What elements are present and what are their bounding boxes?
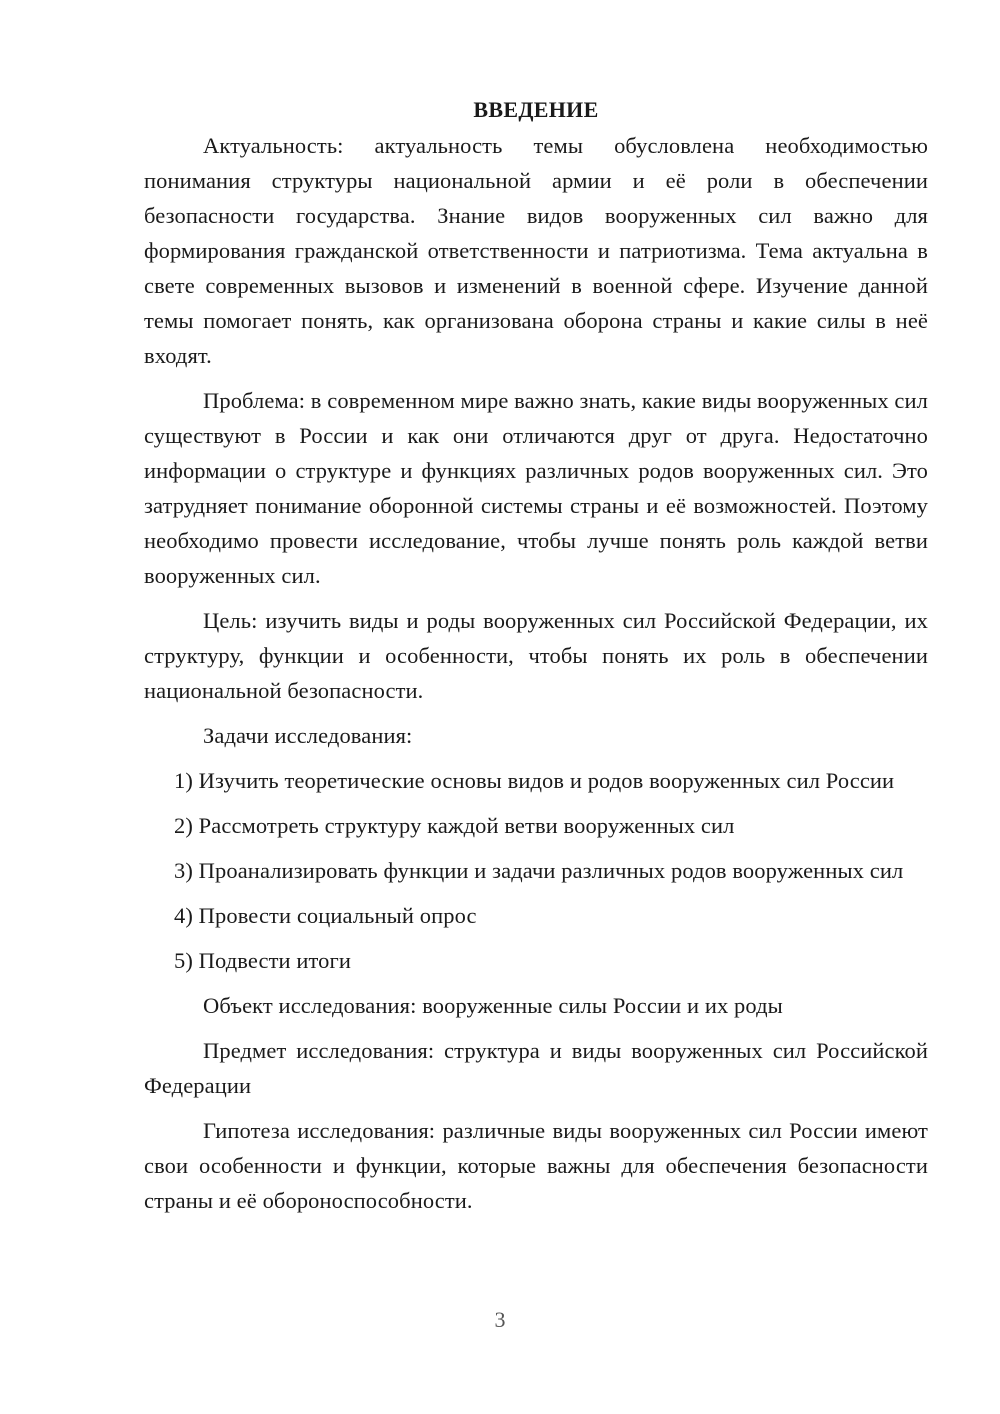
task-item-1: 1) Изучить теоретические основы видов и родов вооруженных сил России: [174, 768, 895, 793]
page-number: 3: [494, 1307, 506, 1332]
task-item-5: 5) Подвести итоги: [174, 948, 351, 973]
task-item-2: 2) Рассмотреть структуру каждой ветви вооруженных сил: [174, 813, 735, 838]
paragraph-relevance: Актуальность: актуальность темы обусловлена необходимостью понимания структуры национальной армии и её роли в обеспечении безопасности государства. Знание видов вооруженных сил важно для формирования гражданской ответственности и патриотизма. Тема актуальна в свете современных вызовов и изменений в военной сфере. Изучение данной темы помогает понять, как организована оборона страны и какие силы в неё входят.: [144, 133, 928, 368]
paragraph-object: Объект исследования: вооруженные силы России и их роды: [203, 993, 783, 1018]
paragraph-problem: Проблема: в современном мире важно знать, какие виды вооруженных сил существуют в России и как они отличаются друг от друга. Недостаточно информации о структуре и функциях различных родов вооруженных сил. Это затрудняет понимание оборонной системы страны и её возможностей. Поэтому необходимо провести исследование, чтобы лучше понять роль каждой ветви вооруженных сил.: [144, 388, 928, 588]
document-page: [144, 92, 928, 1218]
paragraph-goal: Цель: изучить виды и роды вооруженных сил Российской Федерации, их структуру, функции и особенности, чтобы понять их роль в обеспечении национальной безопасности.: [144, 608, 928, 703]
section-title: ВВЕДЕНИЕ: [473, 97, 599, 122]
tasks-heading: Задачи исследования:: [203, 723, 413, 748]
task-item-4: 4) Провести социальный опрос: [174, 903, 477, 928]
paragraph-subject: Предмет исследования: структура и виды вооруженных сил Российской Федерации: [144, 1038, 928, 1098]
paragraph-hypothesis: Гипотеза исследования: различные виды вооруженных сил России имеют свои особенности и функции, которые важны для обеспечения безопасности страны и её обороноспособности.: [144, 1118, 928, 1213]
task-item-3: 3) Проанализировать функции и задачи различных родов вооруженных сил: [174, 858, 904, 883]
